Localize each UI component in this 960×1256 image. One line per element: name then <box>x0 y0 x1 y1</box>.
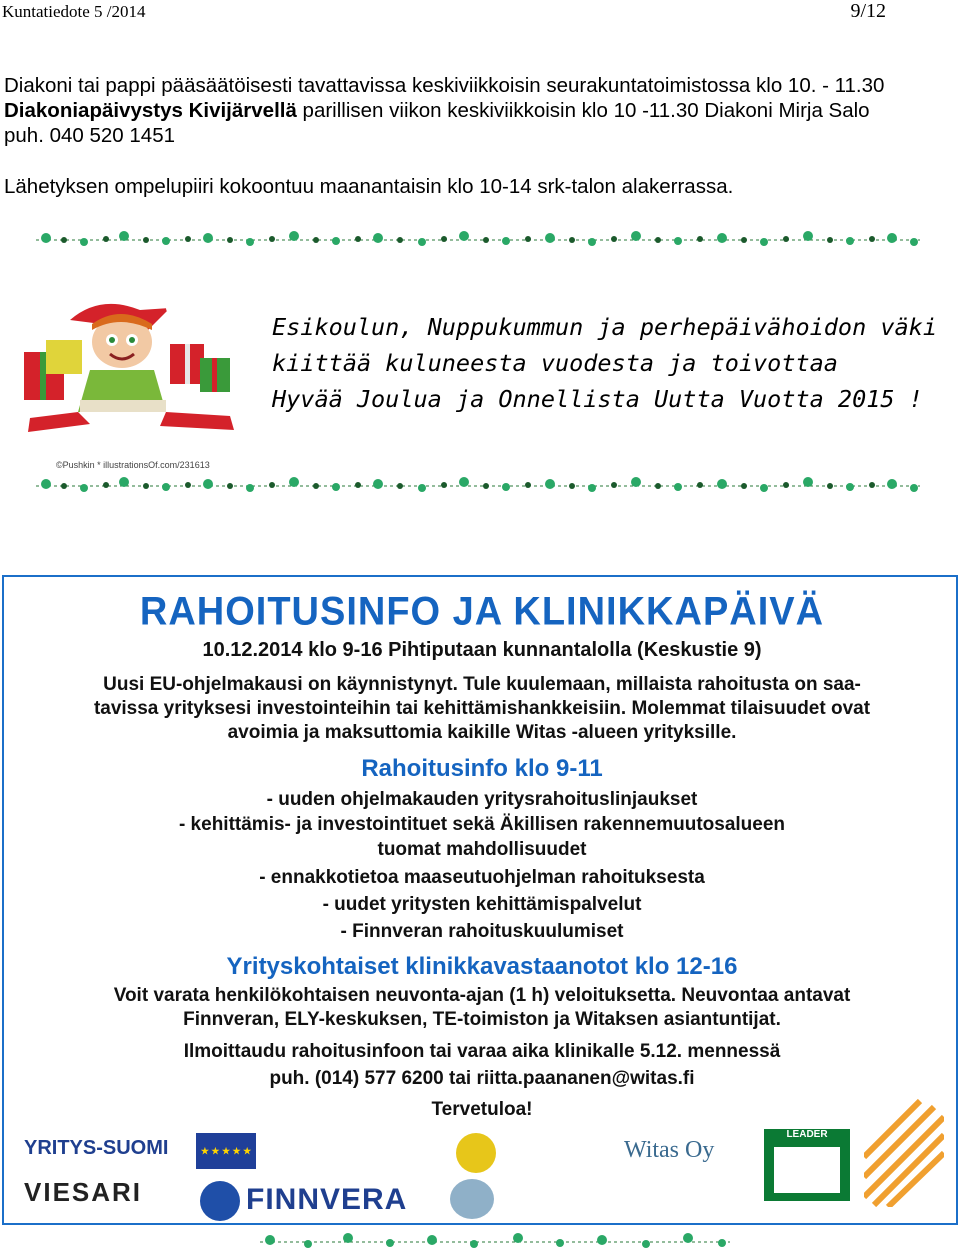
deacon-phone: puh. 040 520 1451 <box>4 124 175 147</box>
flyer-intro-1: Uusi EU-ohjelmakausi on käynnistynyt. Tule kuulemaan, millaista rahoitusta on saa- <box>103 674 861 695</box>
leader-label: LEADER <box>786 1129 828 1140</box>
flyer-bullet-2: - kehittämis- ja investointituet sekä Äkillisen rakennemuutosalueen <box>178 814 786 835</box>
flyer-subheading-clinic: Yrityskohtaiset klinikkavastaanotot klo 12-16 <box>226 953 738 980</box>
yritys-suomi-logo: YRITYS-SUOMI <box>24 1137 169 1159</box>
deacon-paragraph <box>4 73 954 148</box>
viesari-logo: VIESARI <box>24 1177 143 1207</box>
illustration-credit: ©Pushkin * illustrationsOf.com/231613 <box>56 460 210 470</box>
flyer-date: 10.12.2014 klo 9-16 Pihtiputaan kunnantalolla (Keskustie 9) <box>202 639 762 661</box>
elf-with-presents-illustration <box>20 300 242 435</box>
ely-circle-logo <box>450 1179 494 1219</box>
flyer-welcome: Tervetuloa! <box>431 1099 533 1120</box>
flyer-subheading-info: Rahoitusinfo klo 9-11 <box>361 755 603 782</box>
flyer-intro-2: tavissa yrityksesi investointeihin tai kehittämishankkeisiin. Molemmat tilaisuudet ovat <box>93 698 871 719</box>
orange-stripes-logo <box>864 1097 944 1207</box>
witas-logo: Witas Oy <box>624 1137 715 1163</box>
flyer-contact: puh. (014) 577 6200 tai riitta.paananen@witas.fi <box>269 1068 695 1089</box>
holly-garland-middle <box>36 472 920 500</box>
deacon-duty-bold: Diakoniapäivystys Kivijärvellä <box>4 99 297 122</box>
flyer-bullet-3: tuomat mahdollisuudet <box>377 839 587 860</box>
finnvera-logo: FINNVERA <box>246 1183 408 1216</box>
flyer-intro-3: avoimia ja maksuttomia kaikille Witas -alueen yrityksille. <box>227 722 737 743</box>
christmas-greeting <box>272 309 937 417</box>
holly-garland-bottom <box>260 1228 730 1256</box>
deacon-line-1: Diakoni tai pappi pääsäätöisesti tavattavissa keskiviikkoisin seurakuntatoimistossa klo 10. - 11.30 <box>4 74 885 97</box>
leader-emblem-icon <box>774 1147 840 1193</box>
flyer-signup: Ilmoittaudu rahoitusinfoon tai varaa aika klinikalle 5.12. mennessä <box>183 1041 781 1062</box>
eu-flag-logo <box>196 1133 256 1169</box>
mission-sewing-paragraph: Lähetyksen ompelupiiri kokoontuu maanantaisin klo 10-14 srk-talon alakerrassa. <box>4 175 734 198</box>
greeting-line-3: Hyvää Joulua ja Onnellista Uutta Vuotta 2015 ! <box>272 385 923 413</box>
page-header-left: Kuntatiedote 5 /2014 <box>2 2 146 21</box>
deacon-line-2: parillisen viikon keskiviikkoisin klo 10 -11.30 Diakoni Mirja Salo <box>296 99 870 122</box>
page-number: 9/12 <box>850 0 886 22</box>
flyer-bullet-1: - uuden ohjelmakauden yritysrahoituslinjaukset <box>266 789 698 810</box>
eu-stars-icon: ★ ★ ★ ★ ★ <box>200 1146 252 1156</box>
flyer-title: RAHOITUSINFO JA KLINIKKAPÄIVÄ <box>139 589 825 635</box>
leader-logo <box>764 1129 850 1201</box>
holly-garland-top <box>36 226 920 254</box>
greeting-line-1: Esikoulun, Nuppukummun ja perhepäivähoidon väki <box>272 313 937 341</box>
yellow-circle-logo <box>456 1133 496 1173</box>
flyer-bullet-4: - ennakkotietoa maaseutuohjelman rahoituksesta <box>259 867 705 888</box>
greeting-line-2: kiittää kuluneesta vuodesta ja toivottaa <box>272 349 838 377</box>
flyer-bullet-5: - uudet yritysten kehittämispalvelut <box>322 894 642 915</box>
funding-info-flyer <box>2 575 958 1225</box>
flyer-clinic-2: Finnveran, ELY-keskuksen, TE-toimiston ja Witaksen asiantuntijat. <box>183 1009 781 1030</box>
flyer-bullet-6: - Finnveran rahoituskuulumiset <box>340 921 624 942</box>
flyer-clinic-1: Voit varata henkilökohtaisen neuvonta-ajan (1 h) veloituksetta. Neuvontaa antavat <box>113 985 851 1006</box>
